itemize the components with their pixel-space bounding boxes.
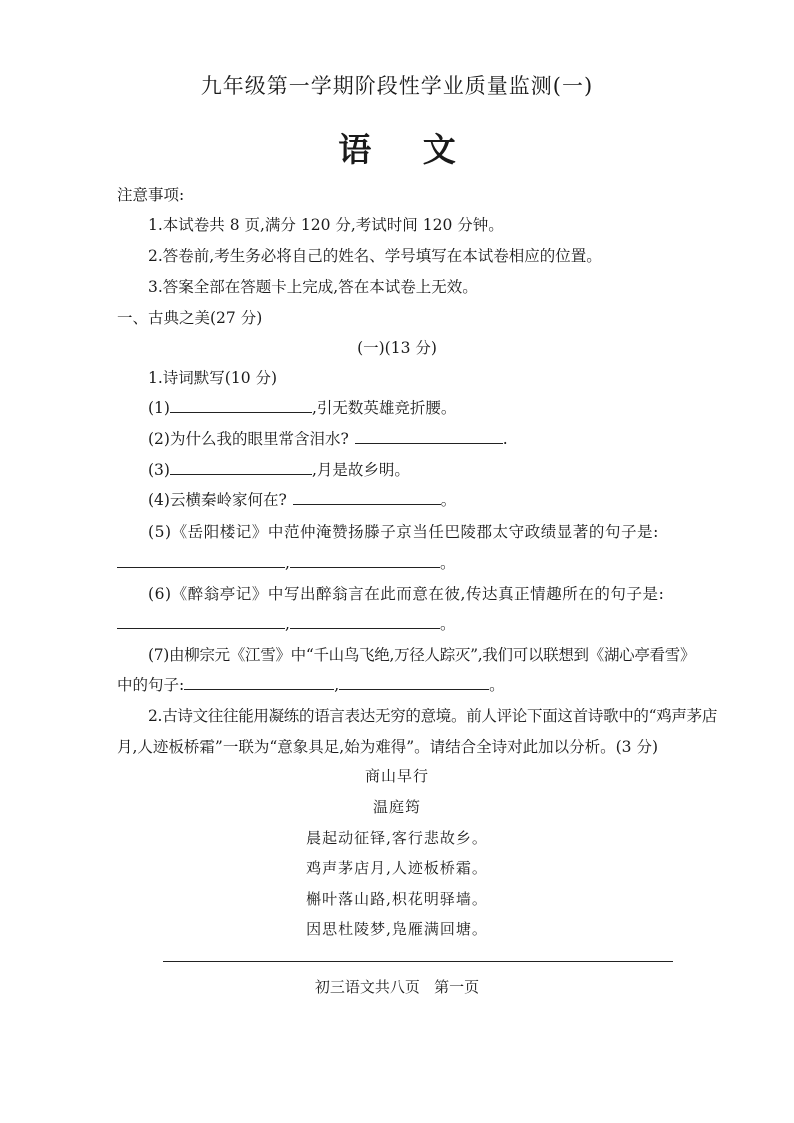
subject-heading — [0, 124, 794, 171]
poem-line-2: 鸡声茅店月,人迹板桥霜。 — [306, 859, 488, 877]
answer-blank[interactable] — [290, 613, 440, 629]
poem-author: 温庭筠 — [372, 798, 421, 816]
answer-blank[interactable] — [293, 489, 441, 505]
q1-4-text: (4)云横秦岭家何在? — [148, 491, 287, 509]
question-1-label: 1.诗词默写(10 分) — [148, 369, 278, 387]
footer-divider — [163, 961, 673, 962]
notes-heading: 注意事项: — [117, 186, 185, 204]
question-1-7-answer — [117, 673, 505, 695]
question-1-2 — [148, 427, 508, 449]
comma: , — [285, 554, 290, 572]
answer-blank[interactable] — [339, 674, 489, 690]
poem-line-4: 因思杜陵梦,凫雁满回塘。 — [306, 920, 488, 938]
answer-blank[interactable] — [290, 552, 440, 568]
note-item-3: 3.答案全部在答题卡上完成,答在本试卷上无效。 — [148, 278, 478, 296]
poem-line-3: 槲叶落山路,枳花明驿墙。 — [306, 890, 488, 908]
period: 。 — [489, 676, 505, 694]
period: 。 — [439, 615, 456, 633]
answer-blank[interactable] — [170, 459, 312, 475]
answer-blank[interactable] — [184, 674, 334, 690]
question-1-6: (6)《醉翁亭记》中写出醉翁言在此而意在彼,传达真正情趣所在的句子是: — [148, 585, 665, 603]
poem-title: 商山早行 — [364, 767, 429, 785]
q1-1-suffix: ,引无数英雄竞折腰。 — [311, 399, 457, 417]
question-1-6-answer — [117, 612, 455, 634]
q1-3-prefix: (3) — [148, 461, 170, 479]
comma: , — [334, 676, 340, 694]
note-item-1: 1.本试卷共 8 页,满分 120 分,考试时间 120 分钟。 — [148, 216, 504, 234]
question-2-line-1: 2.古诗文往往能用凝练的语言表达无穷的意境。前人评论下面这首诗歌中的“鸡声茅店 — [148, 707, 718, 725]
note-item-2: 2.答卷前,考生务必将自己的姓名、学号填写在本试卷相应的位置。 — [148, 247, 602, 265]
exam-title: 九年级第一学期阶段性学业质量监测(一) — [200, 74, 594, 98]
subject-char-1: 语 — [338, 130, 372, 169]
comma: , — [285, 615, 290, 633]
answer-blank[interactable] — [355, 428, 503, 444]
answer-blank[interactable] — [117, 552, 285, 568]
part-heading: (一)(13 分) — [357, 339, 437, 357]
question-2-line-2: 月,人迹板桥霜”一联为“意象具足,始为难得”。请结合全诗对此加以分析。(3 分) — [117, 738, 659, 756]
question-1-4 — [148, 488, 456, 510]
question-1-5-answer — [117, 551, 455, 573]
question-1-7: (7)由柳宗元《江雪》中“千山鸟飞绝,万径人踪灭”,我们可以联想到《湖心亭看雪》 — [148, 646, 696, 664]
q1-7-lead: 中的句子: — [117, 676, 185, 694]
question-1-1 — [148, 396, 456, 418]
q1-2-end: . — [502, 430, 508, 448]
q1-3-suffix: ,月是故乡明。 — [311, 461, 410, 479]
q1-4-end: 。 — [440, 491, 457, 509]
poem-line-1: 晨起动征铎,客行悲故乡。 — [306, 829, 488, 847]
period: 。 — [439, 554, 456, 572]
subject-char-2: 文 — [422, 130, 456, 169]
answer-blank[interactable] — [170, 397, 312, 413]
q1-2-text: (2)为什么我的眼里常含泪水? — [148, 430, 349, 448]
page-footer: 初三语文共八页 第一页 — [314, 978, 480, 996]
question-1-3 — [148, 458, 410, 480]
question-1-5: (5)《岳阳楼记》中范仲淹赞扬滕子京当任巴陵郡太守政绩显著的句子是: — [148, 523, 659, 541]
section-heading: 一、古典之美(27 分) — [117, 309, 263, 327]
q1-1-prefix: (1) — [148, 399, 170, 417]
answer-blank[interactable] — [117, 613, 285, 629]
